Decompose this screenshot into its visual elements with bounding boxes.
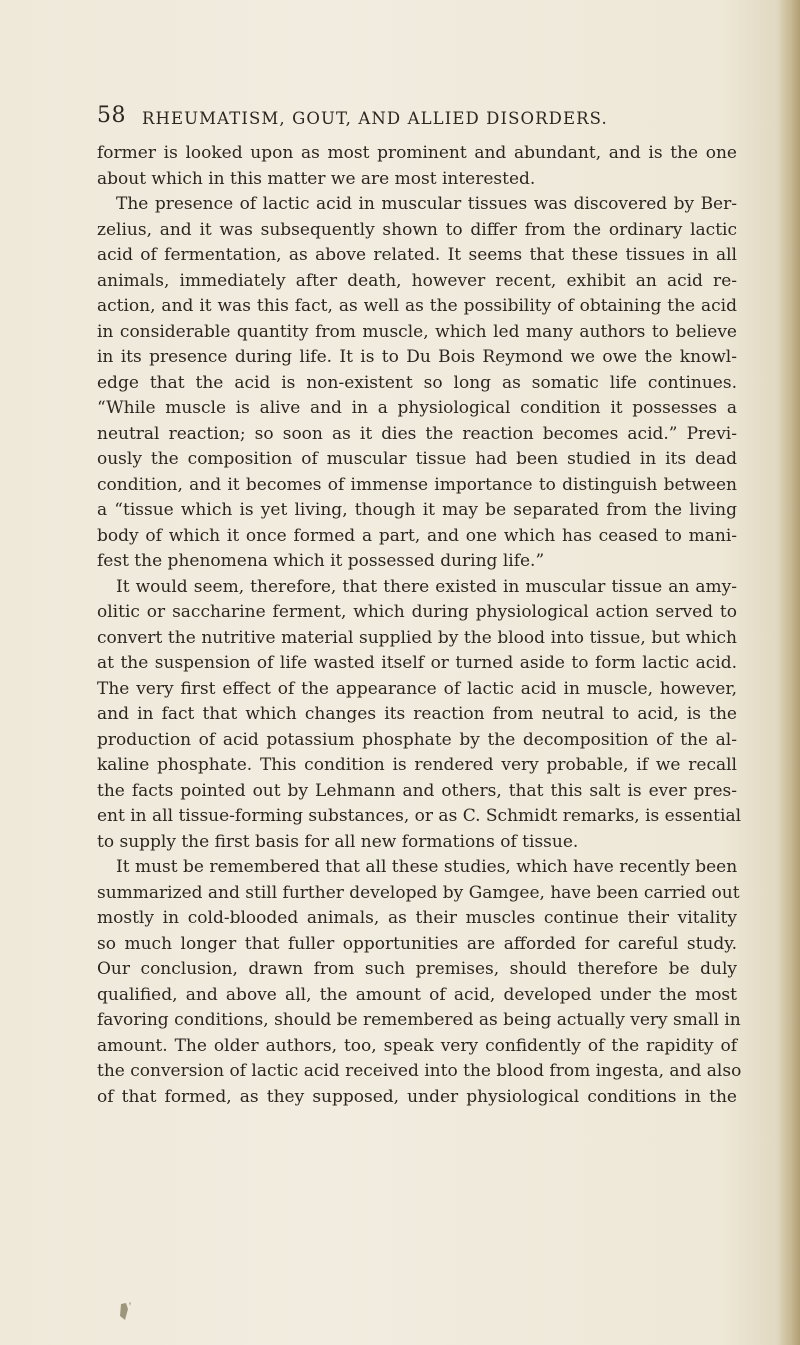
- text-line: zelius, and it was subsequently shown to differ from the ordinary lactic: [97, 219, 737, 240]
- page-edge-shadow: [778, 0, 800, 1345]
- text-line: so much longer that fuller opportunities are afforded for careful study.: [97, 933, 737, 954]
- text-line: and in fact that which changes its reaction from neutral to acid, is the: [97, 704, 737, 724]
- text-line: ent in all tissue-forming substances, or as C. Schmidt remarks, is essential: [97, 806, 742, 826]
- text-line: animals, immediately after death, however recent, exhibit an acid re-: [97, 270, 737, 291]
- text-line: edge that the acid is non-existent so long as somatic life continues.: [97, 372, 737, 393]
- text-line: body of which it once formed a part, and one which has ceased to mani-: [97, 525, 737, 546]
- text-line: condition, and it becomes of immense importance to distinguish between: [97, 474, 737, 495]
- text-line: former is looked upon as most prominent and abundant, and is the one: [97, 143, 737, 163]
- running-head: RHEUMATISM, GOUT, AND ALLIED DISORDERS.: [142, 109, 608, 128]
- text-line: a “tissue which is yet living, though it may be separated from the living: [97, 500, 737, 520]
- text-line: to supply the first basis for all new formations of tissue.: [97, 831, 579, 852]
- text-line: fest the phenomena which it possessed during life.”: [97, 551, 545, 571]
- text-line: in considerable quantity from muscle, which led many authors to believe: [97, 321, 737, 342]
- text-line: acid of fermentation, as above related. It seems that these tissues in all: [97, 245, 737, 265]
- text-line: convert the nutritive material supplied by the blood into tissue, but which: [97, 627, 737, 648]
- text-line: “While muscle is alive and in a physiological condition it possesses a: [97, 398, 737, 418]
- text-line: about which in this matter we are most interested.: [97, 168, 536, 189]
- text-line: the facts pointed out by Lehmann and others, that this salt is ever pres-: [97, 780, 737, 801]
- text-line: olitic or saccharine ferment, which during physiological action served to: [97, 602, 737, 622]
- body-text: [97, 141, 742, 1110]
- text-line: It would seem, therefore, that there existed in muscular tissue an amy-: [116, 576, 737, 597]
- page-header: [97, 103, 747, 133]
- text-line: the conversion of lactic acid received into the blood from ingesta, and also: [97, 1061, 742, 1081]
- page-number: 58: [97, 103, 126, 128]
- text-line: action, and it was this fact, as well as the possibility of obtaining the acid: [97, 296, 737, 316]
- text-line: at the suspension of life wasted itself or turned aside to form lactic acid.: [97, 653, 737, 673]
- text-line: production of acid potassium phosphate by the decomposition of the al-: [97, 729, 737, 750]
- text-line: qualified, and above all, the amount of acid, developed under the most: [97, 984, 737, 1005]
- text-line: The very first effect of the appearance of lactic acid in muscle, however,: [97, 678, 737, 699]
- ink-blot-icon: [117, 1300, 133, 1322]
- text-line: favoring conditions, should be remembered as being actually very small in: [97, 1010, 741, 1030]
- text-line: in its presence during life. It is to Du Bois Reymond we owe the knowl-: [97, 347, 737, 367]
- text-line: ously the composition of muscular tissue had been studied in its dead: [97, 449, 737, 469]
- text-line: It must be remembered that all these studies, which have recently been: [116, 857, 738, 877]
- text-line: summarized and still further developed by Gamgee, have been carried out: [97, 882, 740, 903]
- text-line: neutral reaction; so soon as it dies the reaction becomes acid.” Previ-: [97, 423, 737, 444]
- text-line: Our conclusion, drawn from such premises, should therefore be duly: [97, 959, 737, 979]
- text-line: amount. The older authors, too, speak very confidently of the rapidity of: [97, 1035, 737, 1056]
- text-line: of that formed, as they supposed, under physiological conditions in the: [97, 1086, 737, 1107]
- text-line: kaline phosphate. This condition is rendered very probable, if we recall: [97, 755, 737, 775]
- text-line: The presence of lactic acid in muscular tissues was discovered by Ber-: [116, 194, 737, 214]
- text-line: mostly in cold-blooded animals, as their muscles continue their vitality: [97, 908, 737, 928]
